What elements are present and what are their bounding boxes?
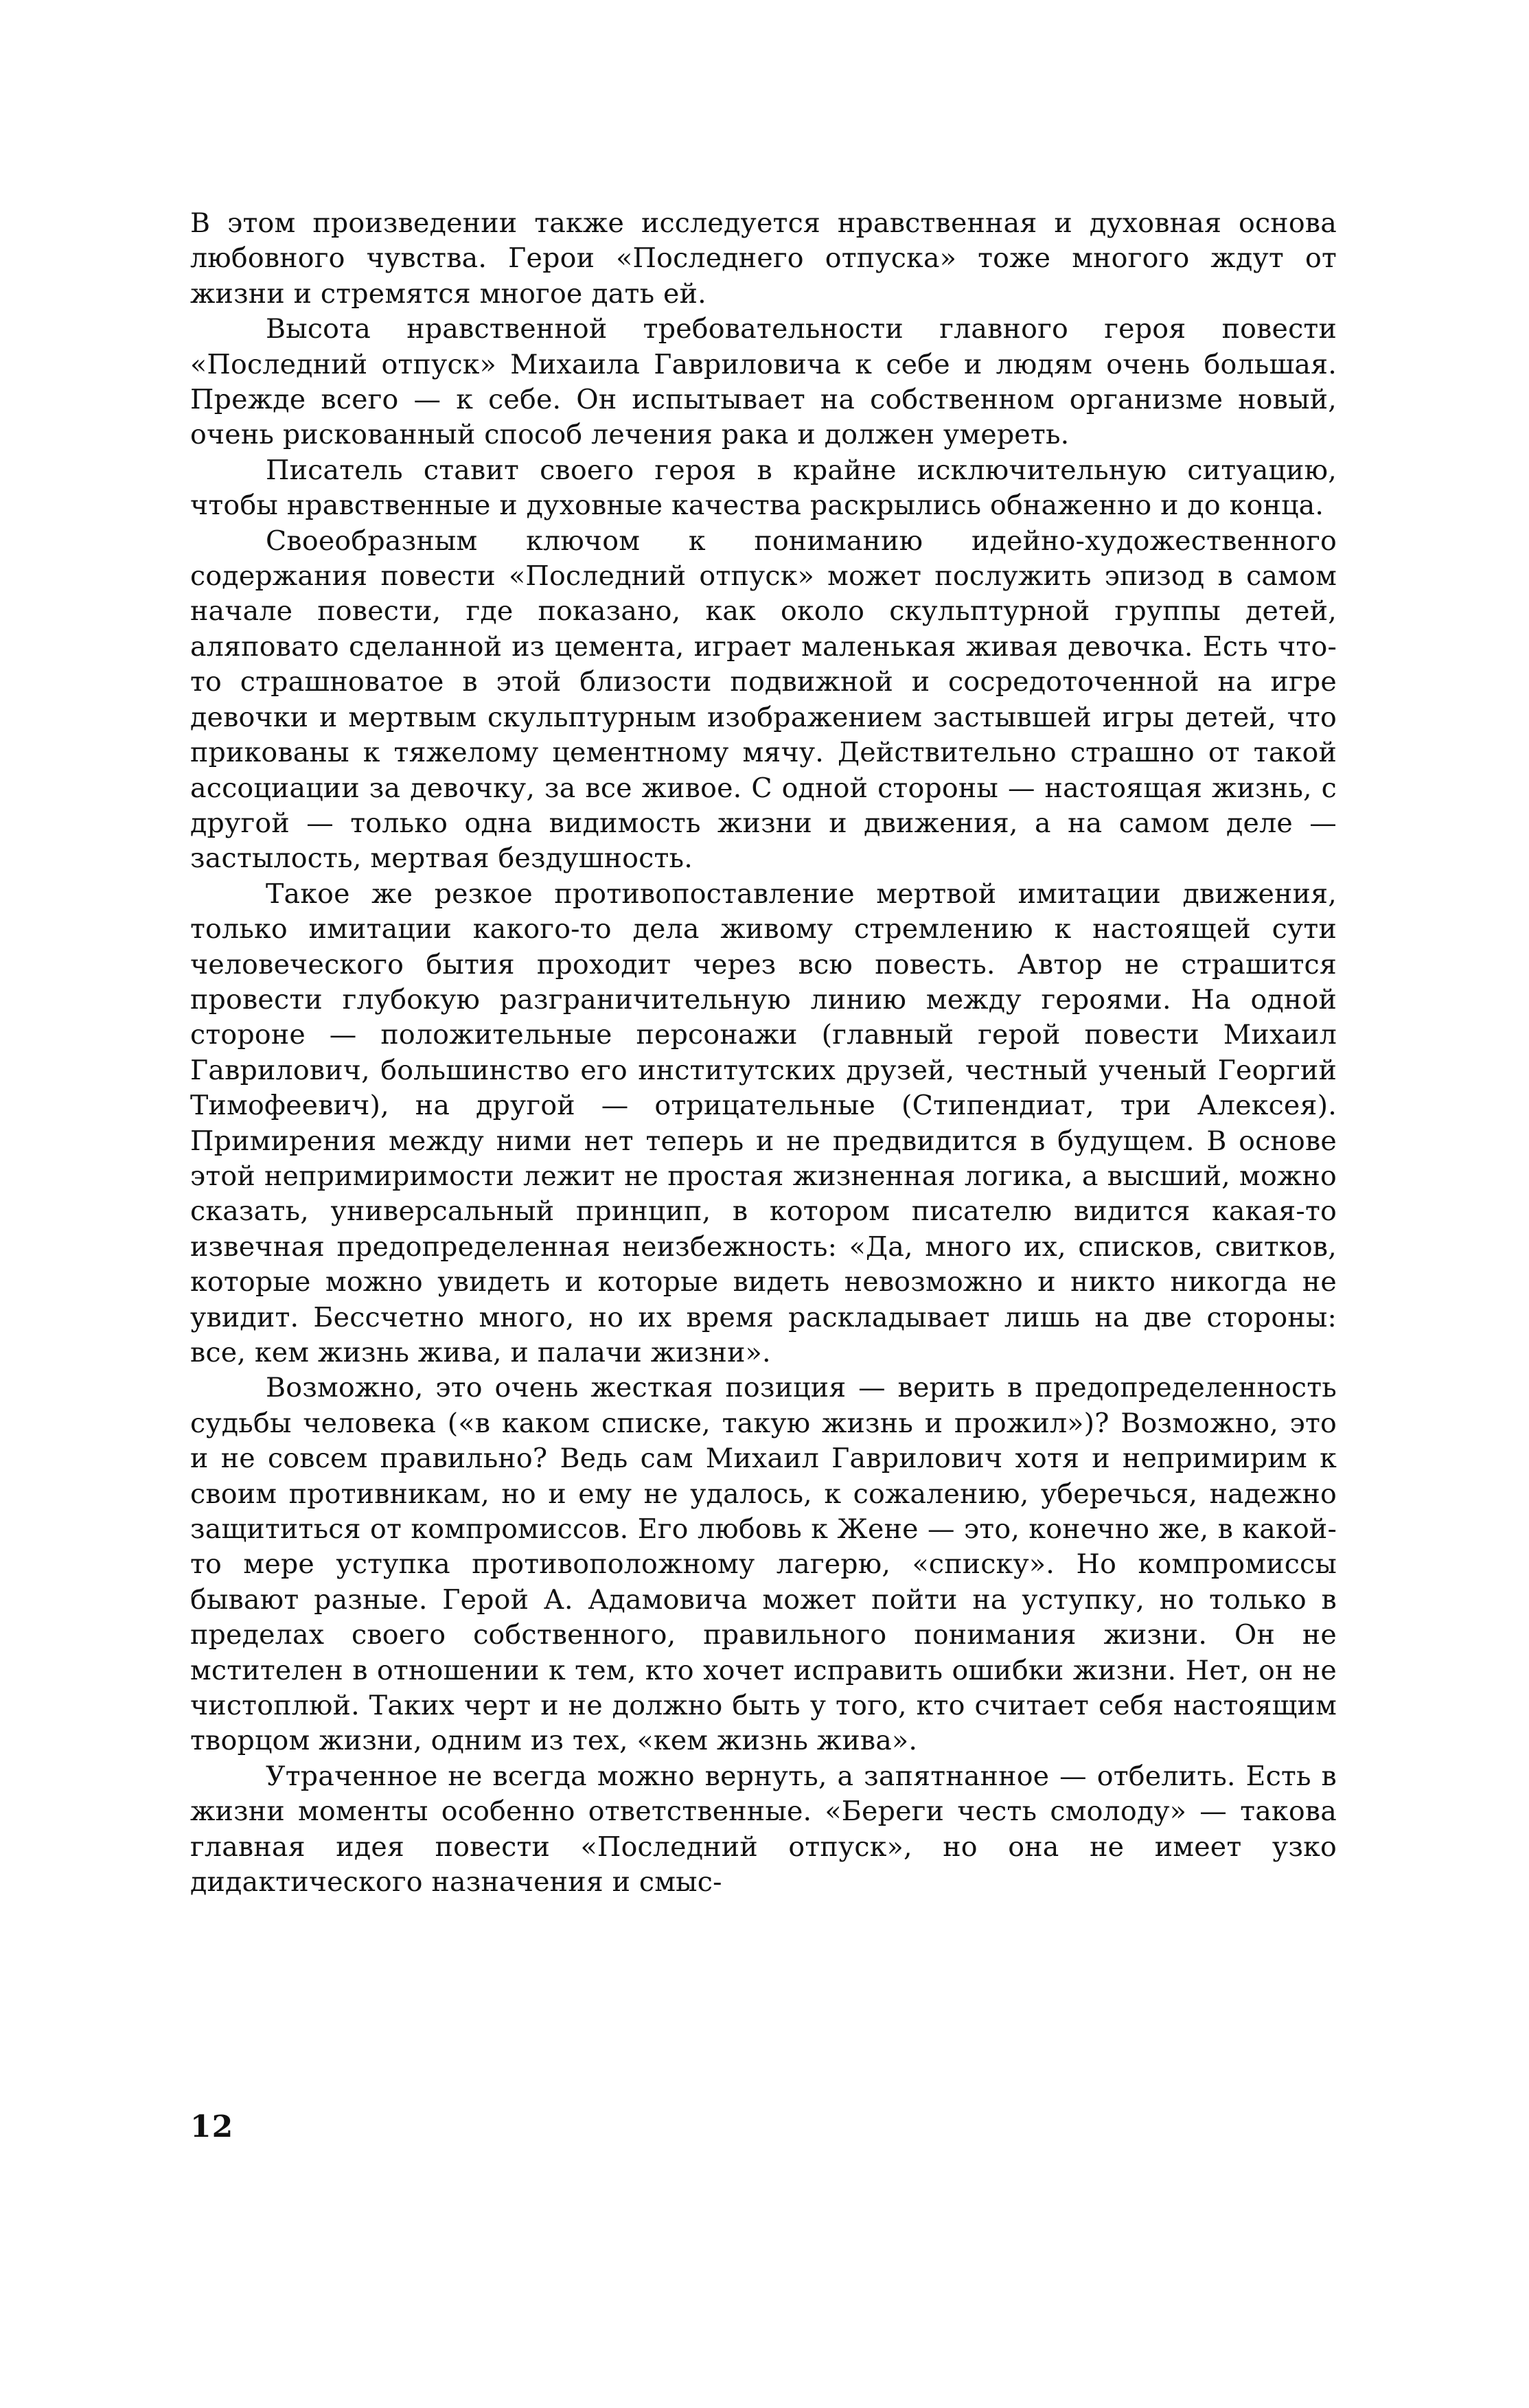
page-number: 12: [190, 2109, 234, 2144]
paragraph-5: Такое же резкое противопоставление мертвой имитации движения, только имитации какого-то дела живому стремлению к настоящей сути человеческого бытия проходит через всю повесть. Автор не страшится провести глубокую разграничительную линию между героями. На одной стороне — положительные персонажи (главный герой повести Михаил Гаврилович, большинство его институтских друзей, честный ученый Георгий Тимофеевич), на другой — отрицательные (Стипендиат, три Алексея). Примирения между ними нет теперь и не предвидится в будущем. В основе этой непримиримости лежит не простая жизненная логика, а высший, можно сказать, универсальный принцип, в котором писателю видится какая-то извечная предопределенная неизбежность: «Да, много их, списков, свитков, которые можно увидеть и которые видеть невозможно и никто никогда не увидит. Бессчетно много, но их время раскладывает лишь на две стороны: все, кем жизнь жива, и палачи жизни».: [190, 878, 1337, 1368]
paragraph-2: Высота нравственной требовательности главного героя повести «Последний отпуск» Михаила Гавриловича к себе и людям очень большая. Прежде всего — к себе. Он испытывает на собственном организме новый, очень рискованный способ лечения рака и должен умереть.: [190, 313, 1337, 451]
paragraph-4: Своеобразным ключом к пониманию идейно-художественного содержания повести «Последний отпуск» может послужить эпизод в самом начале повести, где показано, как около скульптурной группы детей, аляповато сделанной из цемента, играет маленькая живая девочка. Есть что-то страшноватое в этой близости подвижной и сосредоточенной на игре девочки и мертвым скульптурным изображением застывшей игры детей, что прикованы к тяжелому цементному мячу. Действительно страшно от такой ассоциации за девочку, за все живое. С одной стороны — настоящая жизнь, с другой — только одна видимость жизни и движения, а на самом деле — застылость, мертвая бездушность.: [190, 525, 1337, 875]
paragraph-7: Утраченное не всегда можно вернуть, а запятнанное — отбелить. Есть в жизни моменты особенно ответственные. «Береги честь смолоду» — такова главная идея повести «Последний отпуск», но она не имеет узко дидактического назначения и смыс-: [190, 1760, 1337, 1899]
paragraph-1: В этом произведении также исследуется нравственная и духовная основа любовного чувства. Герои «Последнего отпуска» тоже многого ждут от жизни и стремятся многое дать ей.: [190, 207, 1337, 310]
paragraph-6: Возможно, это очень жесткая позиция — верить в предопределенность судьбы человека («в каком списке, такую жизнь и прожил»)? Возможно, это и не совсем правильно? Ведь сам Михаил Гаврилович хотя и непримирим к своим противникам, но и ему не удалось, к сожалению, уберечься, надежно защититься от компромиссов. Его любовь к Жене — это, конечно же, в какой-то мере уступка противоположному лагерю, «списку». Но компромиссы бывают разные. Герой А. Адамовича может пойти на уступку, но только в пределах своего собственного, правильного понимания жизни. Он не мстителен в отношении к тем, кто хочет исправить ошибки жизни. Нет, он не чистоплюй. Таких черт и не должно быть у того, кто считает себя настоящим творцом жизни, одним из тех, «кем жизнь жива».: [190, 1372, 1337, 1757]
paragraph-3: Писатель ставит своего героя в крайне исключительную ситуацию, чтобы нравственные и духовные качества раскрылись обнаженно и до конца.: [190, 454, 1337, 522]
body-text: [190, 206, 1337, 1901]
